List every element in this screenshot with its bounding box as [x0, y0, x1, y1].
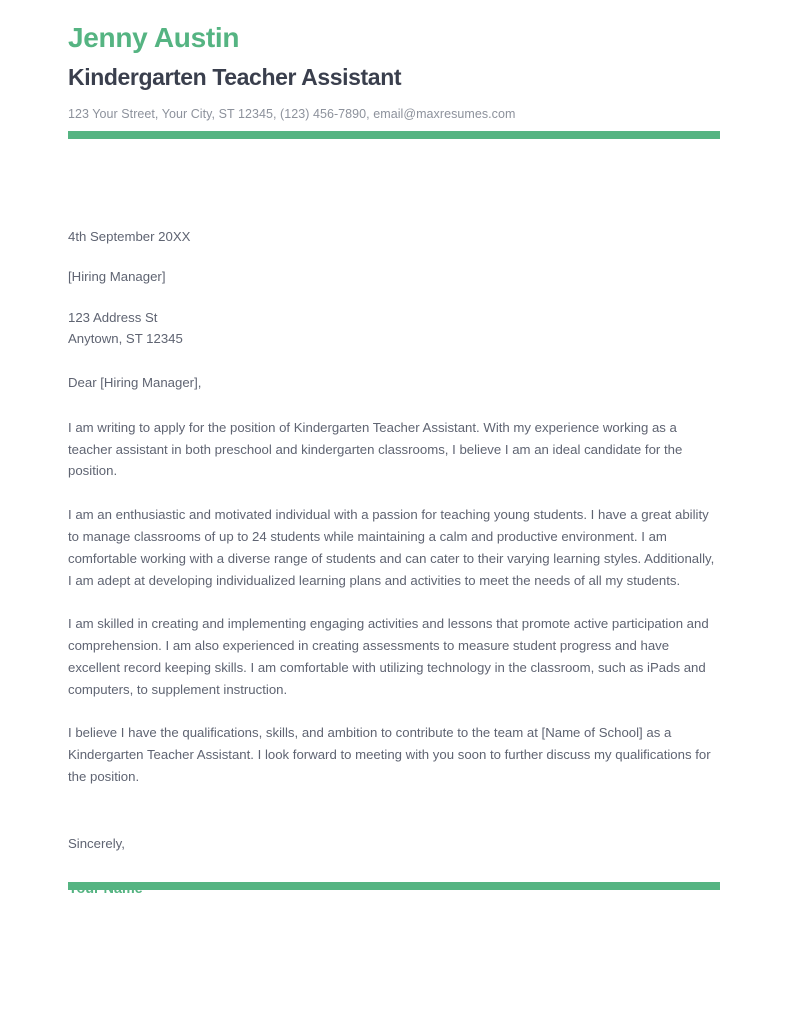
- letter-date: 4th September 20XX: [68, 229, 191, 244]
- closing-block: [68, 833, 720, 902]
- body-paragraph-2: I am an enthusiastic and motivated individual with a passion for teaching young students. I have a great ability to manage classrooms of up to 24 students while maintaining a calm and productive environment. I am comfortable working with a diverse range of students and can cater to their varying learning styles. Additionally, I am adept at developing individualized learning plans and activities to meet the needs of all my students.: [68, 507, 715, 588]
- letter-body: [68, 226, 720, 902]
- body-paragraph-1: I am writing to apply for the position of Kindergarten Teacher Assistant. With my experience working as a teacher assistant in both preschool and kindergarten classrooms, I believe I am an ideal candidate for the position.: [68, 419, 683, 479]
- footer-accent-rule: [68, 882, 720, 890]
- recipient-address-line-1: 123 Address St: [68, 309, 158, 325]
- letterhead: [68, 0, 720, 123]
- applicant-name: Jenny Austin: [68, 22, 240, 53]
- letter-header-block: [68, 0, 720, 123]
- body-paragraph-4: I believe I have the qualifications, skills, and ambition to contribute to the team at [Name of School] as a Kindergarten Teacher Assistant. I look forward to meeting with you soon to further discuss my qualifications for the position.: [68, 725, 711, 785]
- contact-info-line: 123 Your Street, Your City, ST 12345, (123) 456-7890, email@maxresumes.com: [68, 106, 516, 121]
- recipient-name: [Hiring Manager]: [68, 269, 166, 285]
- job-title: Kindergarten Teacher Assistant: [68, 64, 402, 91]
- recipient-address-line-2: Anytown, ST 12345: [68, 331, 183, 347]
- closing-phrase: Sincerely,: [68, 835, 125, 851]
- recipient-address: [68, 307, 720, 350]
- header-accent-rule: [68, 131, 720, 139]
- salutation: Dear [Hiring Manager],: [68, 374, 202, 390]
- body-paragraph-3: I am skilled in creating and implementing engaging activities and lessons that promote active participation and comprehension. I am also experienced in creating assessments to measure student progress and have excellent record keeping skills. I am comfortable with utilizing technology in the classroom, such as iPads and computers, to supplement instruction.: [68, 616, 709, 697]
